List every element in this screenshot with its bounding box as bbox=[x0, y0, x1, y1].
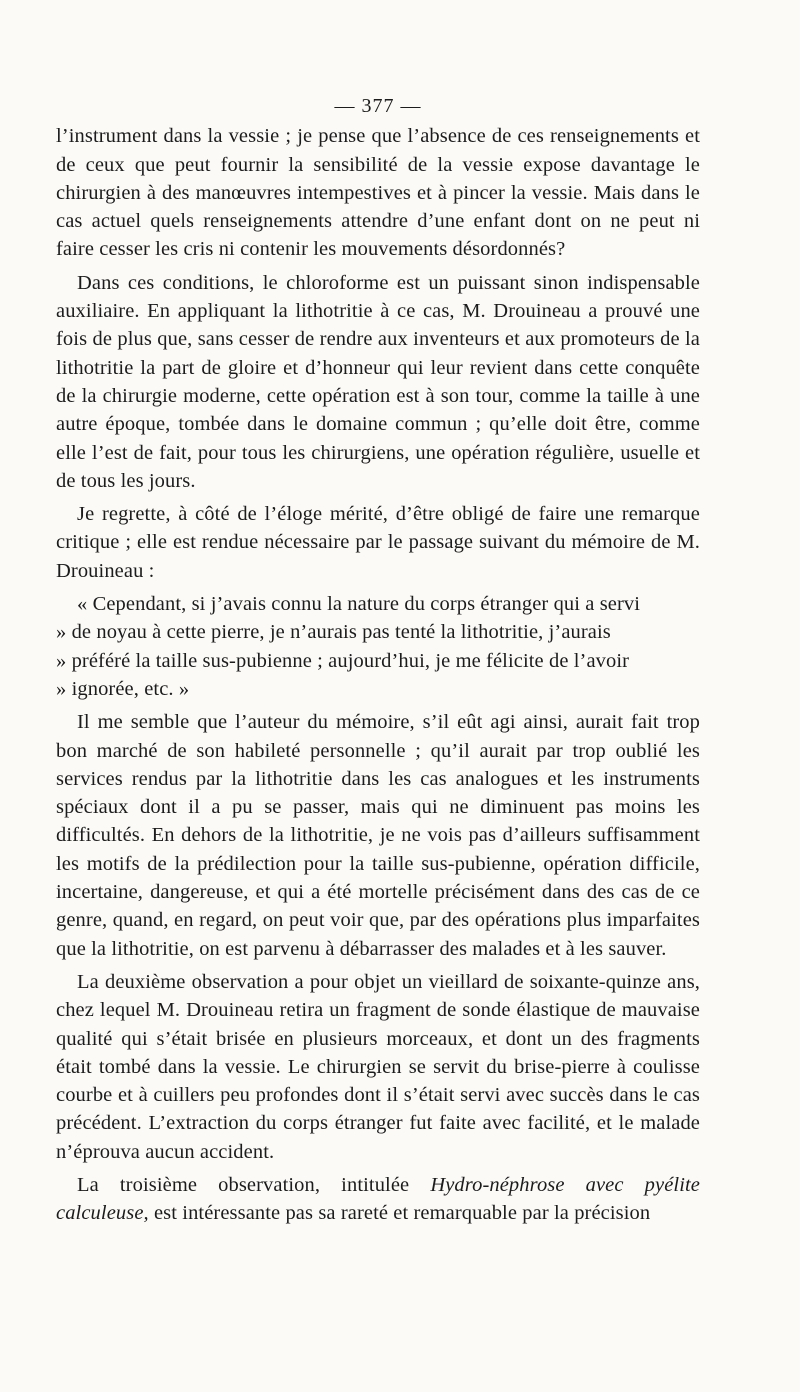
paragraph-6 bbox=[56, 1171, 700, 1228]
paragraph-6-tail: est intéressante pas sa rareté et remarquable par la précision bbox=[148, 1202, 651, 1225]
quote-line-1: « Cependant, si j’avais connu la nature du corps étranger qui a servi bbox=[77, 593, 641, 616]
paragraph-3: Je regrette, à côté de l’éloge mérité, d’être obligé de faire une remarque critique ; elle est rendue nécessaire par le passage suivant du mémoire de M. Drouineau : bbox=[56, 503, 700, 582]
page-number: — 377 — bbox=[334, 95, 422, 117]
quote-line-3: » préféré la taille sus-pubienne ; aujourd’hui, je me félicite de l’avoir bbox=[56, 649, 630, 672]
paragraph-6-lead: La troisième observation, intitulée bbox=[77, 1173, 431, 1196]
paragraph-5: La deuxième observation a pour objet un vieillard de soixante-quinze ans, chez lequel M. Drouineau retira un fragment de sonde élastique de mauvaise qualité qui s’était brisée en plusieurs morceaux, et dont un des fragments était tombé dans la vessie. Le chirurgien se servit du brise-pierre à coulisse courbe et à cuillers peu profondes dont il s’était servi avec succès dans le cas précédent. L’extraction du corps étranger fut faite avec facilité, et le malade n’éprouva aucun accident. bbox=[56, 970, 700, 1163]
document-page bbox=[56, 92, 700, 1233]
quote-line-4: » ignorée, etc. » bbox=[56, 677, 190, 700]
paragraph-4: Il me semble que l’auteur du mémoire, s’il eût agi ainsi, aurait fait trop bon marché de son habileté personnelle ; qu’il aurait par trop oublié les services rendus par la lithotritie dans les cas analogues et les instruments spéciaux dont il a pu se passer, mais qui ne diminuent pas moins les difficultés. En dehors de la lithotritie, je ne vois pas d’ailleurs suffisamment les motifs de la prédilection pour la taille sus-pubienne, opération difficile, incertaine, dangereuse, et qui a été mortelle précisément dans des cas de ce genre, quand, en regard, on peut voir que, par des opérations plus imparfaites que la lithotritie, on est parvenu à débarrasser des malades et à les sauver. bbox=[56, 711, 700, 960]
paragraph-6-italic-title: Hydro-néphrose avec pyélite calculeuse, bbox=[56, 1173, 700, 1225]
paragraph-1: l’instrument dans la vessie ; je pense que l’absence de ces renseignements et de ceux que peut fournir la sensibilité de la vessie expose davantage le chirurgien à des manœuvres intempestives et à pincer la vessie. Mais dans le cas actuel quels renseignements attendre d’une enfant dont on ne peut ni faire cesser les cris ni contenir les mouvements désordonnés? bbox=[56, 125, 700, 261]
quote-line-2: » de noyau à cette pierre, je n’aurais pas tenté la lithotritie, j’aurais bbox=[56, 621, 611, 644]
quotation bbox=[56, 590, 700, 703]
paragraph-2: Dans ces conditions, le chloroforme est un puissant sinon indispensable auxiliaire. En appliquant la lithotritie à ce cas, M. Drouineau a prouvé une fois de plus que, sans cesser de rendre aux inventeurs et aux promoteurs de la lithotritie la part de gloire et d’honneur qui leur revient dans cette conquête de la chirurgie moderne, cette opération est à son tour, comme la taille à une autre époque, tombée dans le domaine commun ; qu’elle doit être, comme elle l’est de fait, pour tous les chirurgiens, une opération régulière, usuelle et de tous les jours. bbox=[56, 271, 700, 492]
